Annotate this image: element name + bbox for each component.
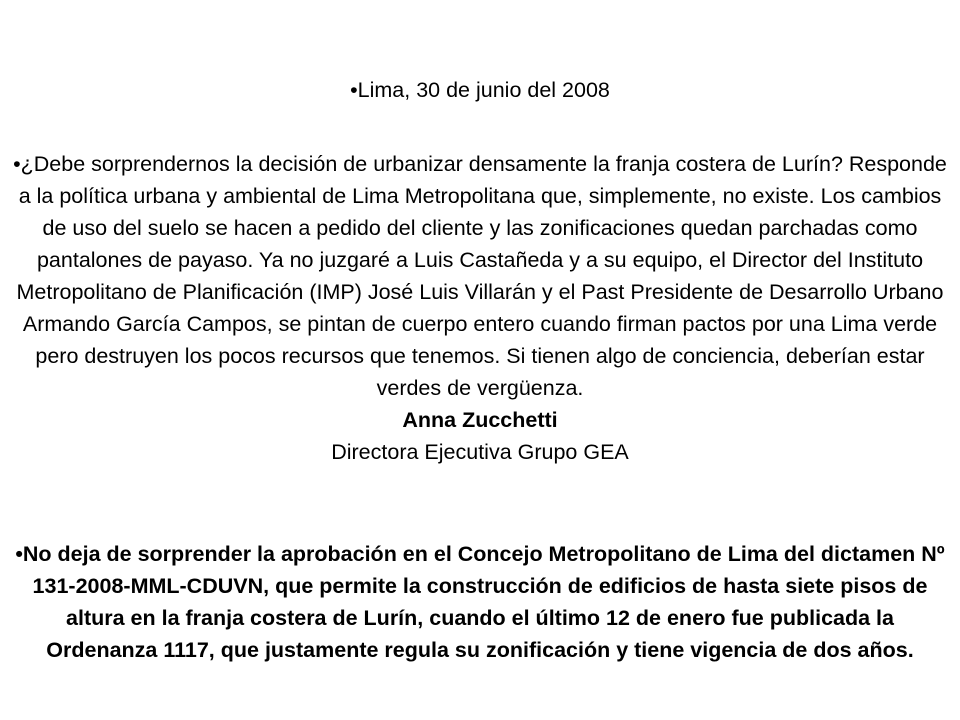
news-bullet: • — [15, 542, 23, 566]
date-text: Lima, 30 de junio del 2008 — [357, 78, 610, 102]
date-line — [0, 74, 960, 106]
quote-text: ¿Debe sorprendernos la decisión de urbanizar densamente la franja costera de Lurín? Responde a la política urbana y ambiental de Lima Metropolitana que, simplemente, no existe. Los cambios de uso del suelo se hacen a pedido del cliente y las zonificaciones quedan parchadas como pantalones de payaso. Ya no juzgaré a Luis Castañeda y a su equipo, el Director del Instituto Metropolitano de Planificación (IMP) José Luis Villarán y el Past Presidente de Desarrollo Urbano Armando García Campos, se pintan de cuerpo entero cuando firman pactos por una Lima verde pero destruyen los pocos recursos que tenemos. Si tienen algo de conciencia, deberían estar verdes de vergüenza. — [16, 152, 947, 400]
author-role: Directora Ejecutiva Grupo GEA — [331, 440, 629, 464]
author-name: Anna Zucchetti — [402, 408, 558, 432]
date-bullet: • — [350, 78, 358, 102]
news-paragraph — [0, 538, 960, 666]
quote-paragraph — [0, 148, 960, 404]
quote-bullet: • — [13, 152, 21, 176]
quote-block — [0, 148, 960, 468]
news-block — [0, 538, 960, 666]
news-text: No deja de sorprender la aprobación en el Concejo Metropolitano de Lima del dictamen Nº 131-2008-MML-CDUVN, que permite la construcción de edificios de hasta siete pisos de altura en la franja costera de Lurín, cuando el último 12 de enero fue publicada la Ordenanza 1117, que justamente regula su zonificación y tiene vigencia de dos años. — [22, 542, 945, 662]
